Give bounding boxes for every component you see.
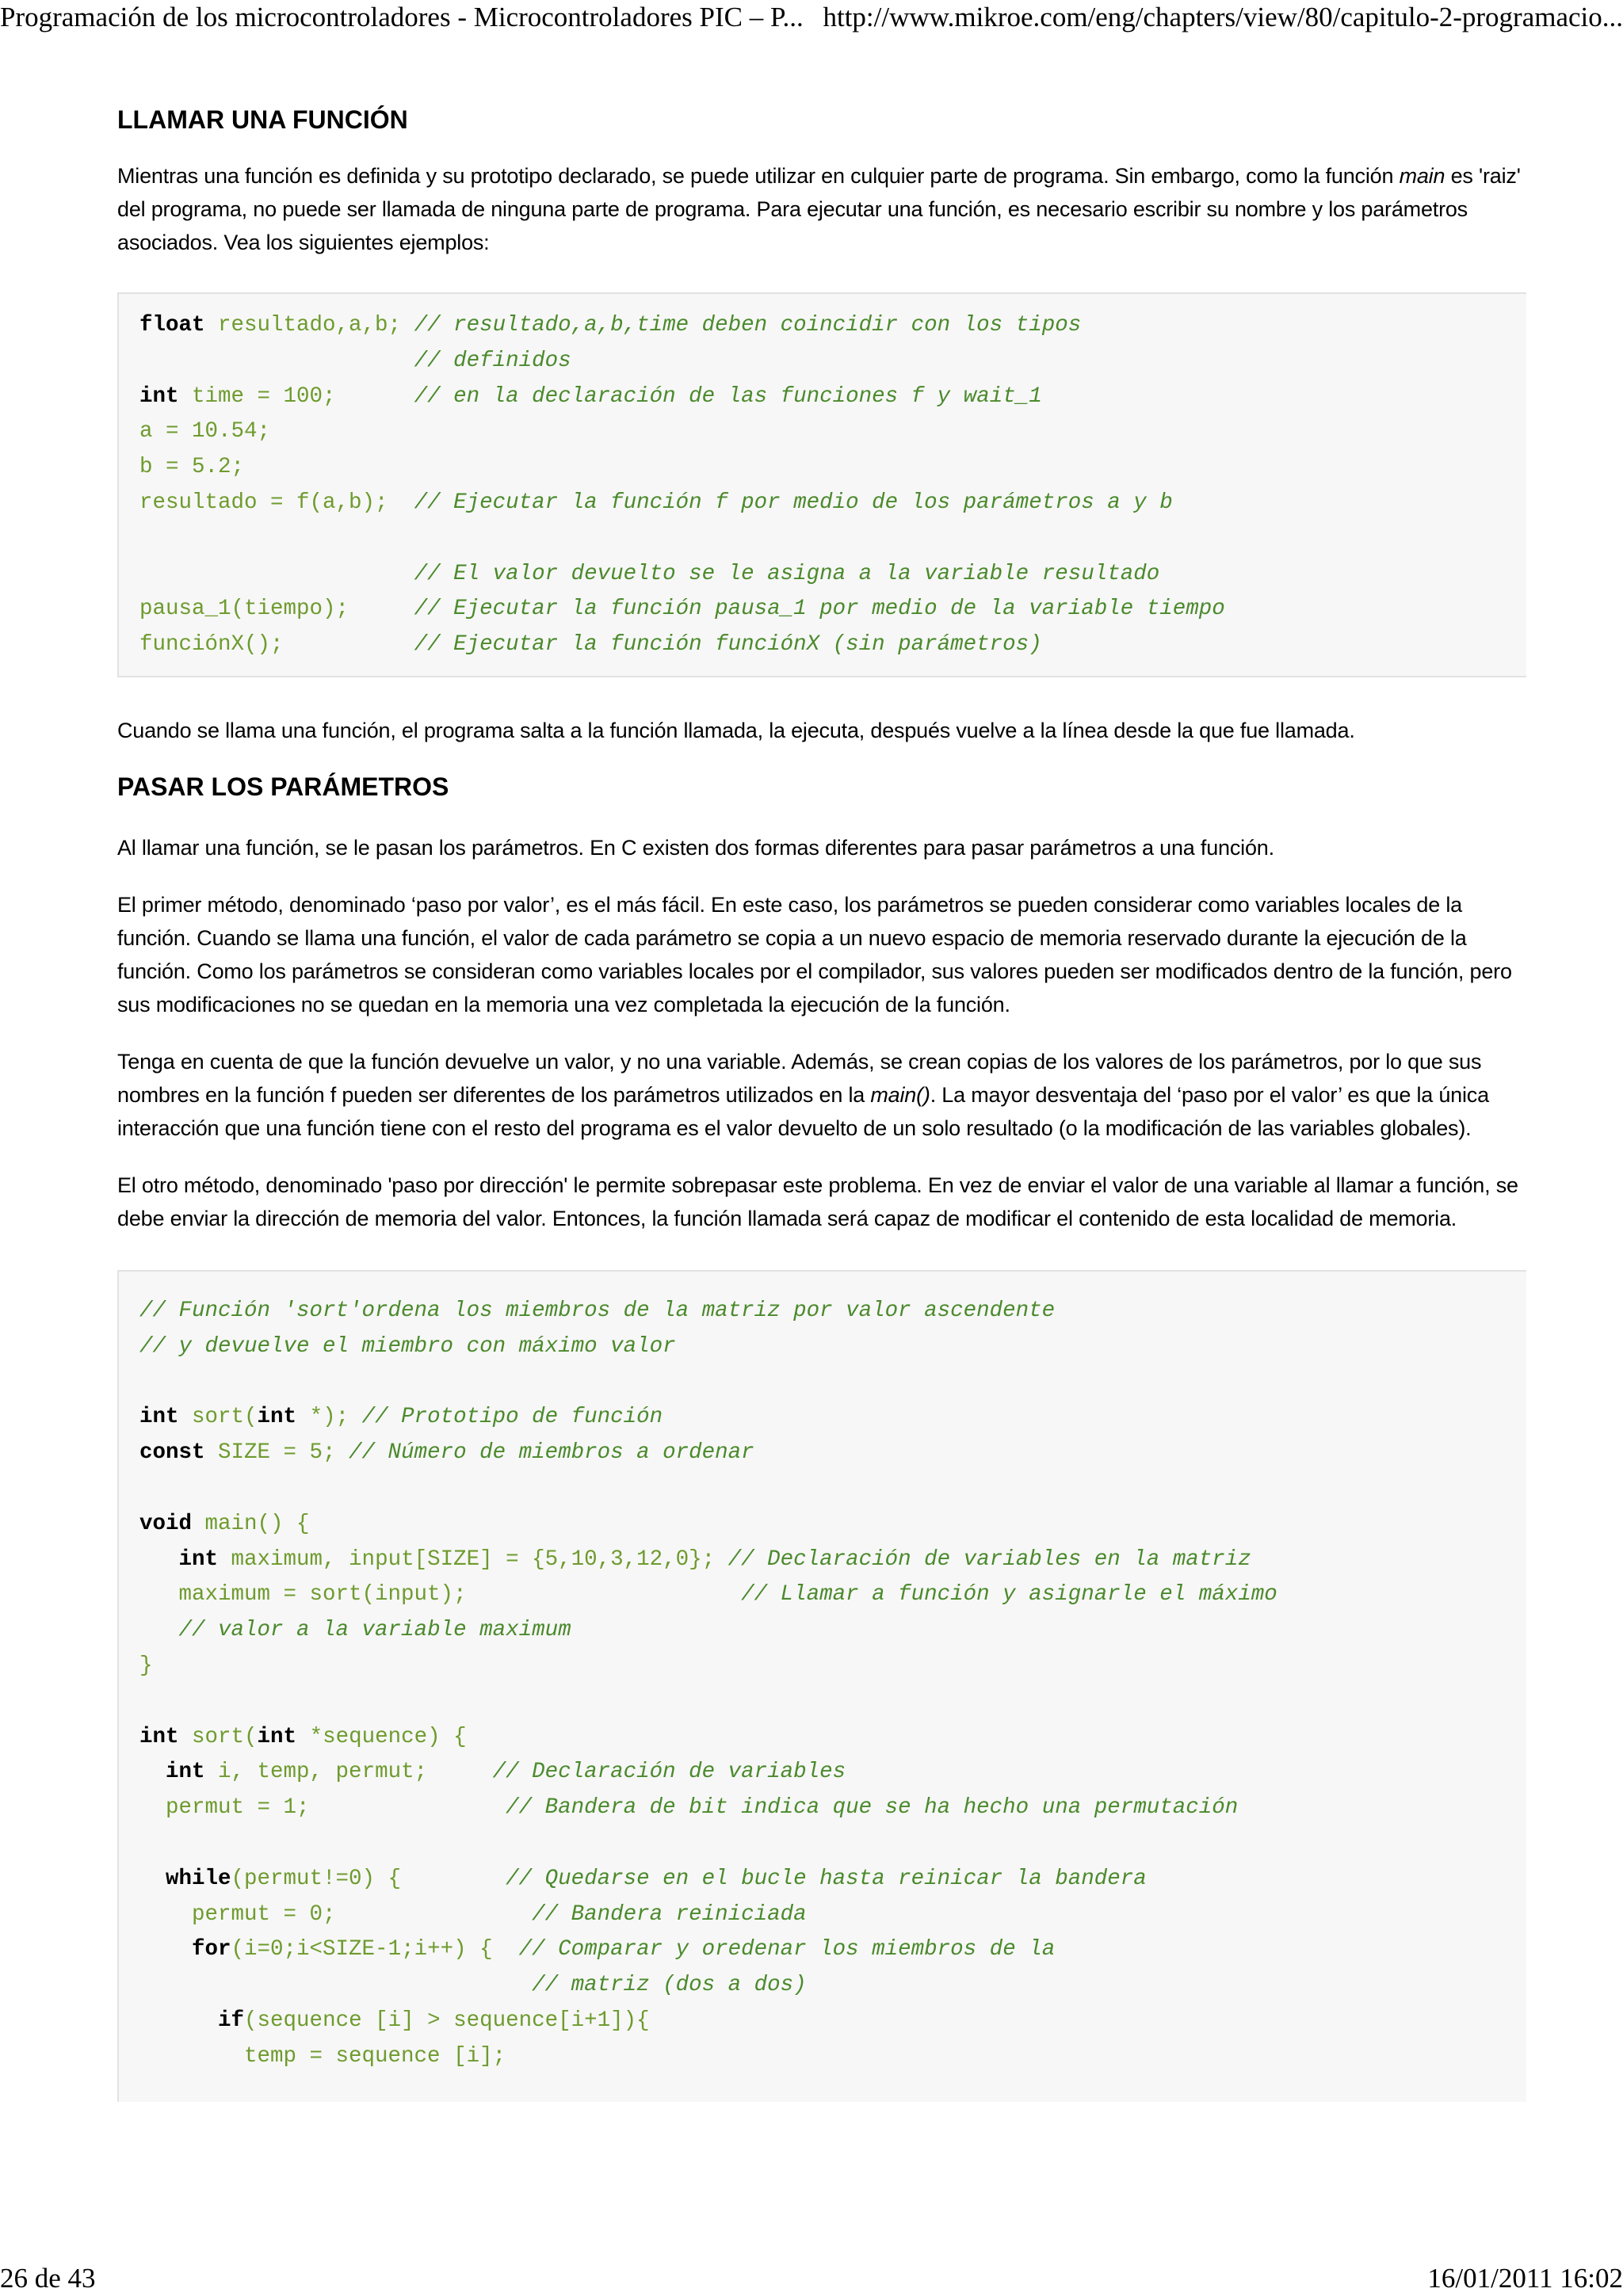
code-text: a = 10.54; [139, 419, 271, 444]
code-line [139, 1329, 1526, 1365]
paragraph-params-intro: Al llamar una función, se le pasan los parámetros. En C existen dos formas diferentes para pasar parámetros a una función. [117, 835, 1274, 860]
code-line [139, 1826, 1526, 1862]
code-text [139, 1547, 179, 1572]
code-text: (sequence [i] > sequence[i+1]){ [244, 2008, 650, 2033]
code-text: funciónX(); [139, 632, 414, 658]
code-comment: // Bandera reiniciada [532, 1901, 807, 1927]
code-text [139, 2008, 218, 2033]
paragraph-note: Tenga en cuenta de que la función devuelve un valor, y no una variable. Además, se crean copias de los valores de los parámetros, por lo que sus nombres en la función f pueden ser diferentes de los parámetros utilizados en la main(). La mayor desventaja del ‘paso por el valor’ es que la única interacción que una función tiene con el resto del programa es el valor devuelto de un solo resultado (o la modificación de las variables globales). [117, 1049, 1489, 1140]
code-comment: // El valor devuelto se le asigna a la variable resultado [414, 561, 1160, 586]
code-text: permut = 0; [139, 1901, 533, 1927]
section-heading-pasar: PASAR LOS PARÁMETROS [117, 772, 449, 801]
code-comment: // Llamar a función y asignarle el máximo [741, 1582, 1277, 1608]
code-comment: // Función 'sort'ordena los miembros de la matriz por valor ascendente [139, 1298, 1056, 1323]
code-keyword: int [139, 1405, 179, 1430]
code-line [139, 2039, 1526, 2075]
code-text: b = 5.2; [139, 455, 245, 480]
code-comment: // Prototipo de función [361, 1405, 663, 1430]
print-header [0, 0, 1623, 35]
code-comment: // Declaración de variables [492, 1760, 846, 1785]
code-line [139, 344, 1526, 379]
print-footer [0, 2261, 1623, 2296]
code-keyword: float [139, 313, 205, 338]
code-line [139, 1613, 1526, 1649]
code-line [139, 1968, 1526, 2004]
code-text [139, 349, 414, 373]
code-text: main() { [192, 1511, 310, 1536]
code-line [139, 1577, 1526, 1613]
code-line [139, 414, 1526, 450]
code-text: temp = sequence [i]; [139, 2043, 506, 2069]
code-line [139, 1649, 1526, 1684]
code-line [139, 1294, 1526, 1329]
page-number: 26 de 43 [0, 2263, 96, 2294]
code-comment: // resultado,a,b,time deben coincidir con los tipos [414, 313, 1082, 338]
code-line [139, 1684, 1526, 1720]
code-keyword: int [139, 383, 179, 409]
code-line [139, 1897, 1526, 1933]
code-line [139, 1932, 1526, 1968]
code-comment: // Ejecutar la función pausa_1 por medio de la variable tiempo [414, 597, 1225, 622]
code-text: maximum = sort(input); [139, 1582, 742, 1608]
print-datetime: 16/01/2011 16:02 [1427, 2263, 1623, 2294]
paragraph-paso-por-direccion: El otro método, denominado 'paso por dirección' le permite sobrepasar este problema. En vez de enviar el valor de una variable al llamar a función, se debe enviar la dirección de memoria del valor. Entonces, la función llamada será capaz de modificar el contenido de esta localidad de memoria. [117, 1173, 1518, 1230]
code-line [139, 1436, 1526, 1471]
code-comment: // Comparar y oredenar los miembros de la [518, 1937, 1056, 1962]
code-text: *); [296, 1405, 362, 1430]
paragraph-paso-por-valor: El primer método, denominado ‘paso por valor’, es el más fácil. En este caso, los parámetros se pueden considerar como variables locales de la función. Cuando se llama una función, el valor de cada parámetro se copia a un nuevo espacio de memoria reservado durante la ejecución de la función. Como los parámetros se consideran como variables locales por el compilador, sus valores pueden ser modificados dentro de la función, pero sus modificaciones no se quedan en la memoria una vez completada la ejecución de la función. [117, 892, 1512, 1016]
code-keyword: int [139, 1724, 179, 1749]
code-line [139, 1862, 1526, 1897]
code-text: SIZE = 5; [204, 1440, 349, 1466]
code-line [139, 1471, 1526, 1507]
code-line [139, 592, 1526, 627]
code-text: resultado = f(a,b); [139, 490, 414, 515]
code-comment: // valor a la variable maximum [178, 1618, 571, 1643]
code-line [139, 1720, 1526, 1756]
code-line [139, 379, 1526, 415]
code-text [139, 1618, 179, 1642]
code-comment: // matriz (dos a dos) [532, 1973, 807, 1998]
code-line [139, 450, 1526, 486]
code-line [139, 557, 1526, 593]
code-text: permut = 1; [139, 1795, 506, 1821]
code-block-sort-example [117, 1270, 1526, 2102]
code-text [139, 1973, 532, 1997]
code-keyword: void [139, 1511, 193, 1536]
code-comment: // Declaración de variables en la matriz [727, 1547, 1251, 1572]
code-line [139, 627, 1526, 663]
code-line [139, 521, 1526, 557]
code-text: maximum, input[SIZE] = {5,10,3,12,0}; [218, 1547, 728, 1572]
code-text: pausa_1(tiempo); [139, 597, 414, 622]
code-keyword: while [166, 1866, 231, 1891]
print-header-title: Programación de los microcontroladores - Microcontroladores PIC – P... [0, 2, 804, 32]
section-heading-llamar: LLAMAR UNA FUNCIÓN [117, 105, 408, 134]
print-header-url: http://www.mikroe.com/eng/chapters/view/80/capitulo-2-programacio... [823, 2, 1623, 32]
code-text: sort( [178, 1405, 258, 1430]
code-line [139, 1791, 1526, 1826]
code-keyword: int [257, 1405, 297, 1430]
code-text: } [139, 1653, 153, 1678]
code-keyword: int [257, 1724, 297, 1749]
code-text: sort( [178, 1724, 258, 1749]
code-line [139, 1400, 1526, 1436]
code-text [139, 1867, 166, 1891]
code-line [139, 308, 1526, 344]
code-keyword: int [166, 1760, 205, 1785]
paragraph-after-code: Cuando se llama una función, el programa salta a la función llamada, la ejecuta, después vuelve a la línea desde la que fue llamada. [117, 718, 1355, 742]
code-text: i, temp, permut; [204, 1760, 493, 1785]
code-keyword: if [218, 2008, 245, 2033]
code-text [139, 1760, 166, 1784]
code-text [139, 562, 414, 586]
code-comment: // Quedarse en el bucle hasta reinicar la bandera [506, 1866, 1147, 1891]
code-keyword: int [178, 1547, 219, 1572]
code-text [139, 1937, 192, 1962]
code-line [139, 1365, 1526, 1401]
paragraph-intro: Mientras una función es definida y su prototipo declarado, se puede utilizar en culquier parte de programa. Sin embargo, como la función main es 'raiz' del programa, no puede ser llamada de ninguna parte de programa. Para ejecutar una función, es necesario escribir su nombre y los parámetros asociados. Vea los siguientes ejemplos: [117, 164, 1521, 254]
code-text: (i=0;i<SIZE-1;i++) { [231, 1937, 519, 1962]
code-line [139, 1507, 1526, 1543]
code-line [139, 2075, 1526, 2102]
article-content [117, 101, 1525, 2102]
code-line [139, 1755, 1526, 1791]
code-comment: // Bandera de bit indica que se ha hecho una permutación [506, 1795, 1239, 1821]
code-text: resultado,a,b; [204, 313, 414, 338]
code-comment: // Número de miembros a ordenar [349, 1440, 754, 1466]
code-comment: // en la declaración de las funciones f y wait_1 [414, 383, 1042, 409]
code-text: time = 100; [178, 383, 414, 409]
code-comment: // Ejecutar la función f por medio de los parámetros a y b [414, 490, 1173, 515]
code-block-call-example [117, 292, 1526, 677]
code-text: *sequence) { [296, 1724, 467, 1749]
code-comment: // y devuelve el miembro con máximo valor [139, 1333, 676, 1359]
code-keyword: for [192, 1937, 231, 1962]
code-line [139, 1543, 1526, 1578]
code-keyword: const [139, 1440, 205, 1466]
code-comment: // definidos [414, 348, 571, 373]
code-comment: // Ejecutar la función funciónX (sin parámetros) [414, 632, 1042, 658]
code-text: (permut!=0) { [231, 1866, 506, 1891]
code-line [139, 486, 1526, 521]
code-line [139, 2004, 1526, 2039]
